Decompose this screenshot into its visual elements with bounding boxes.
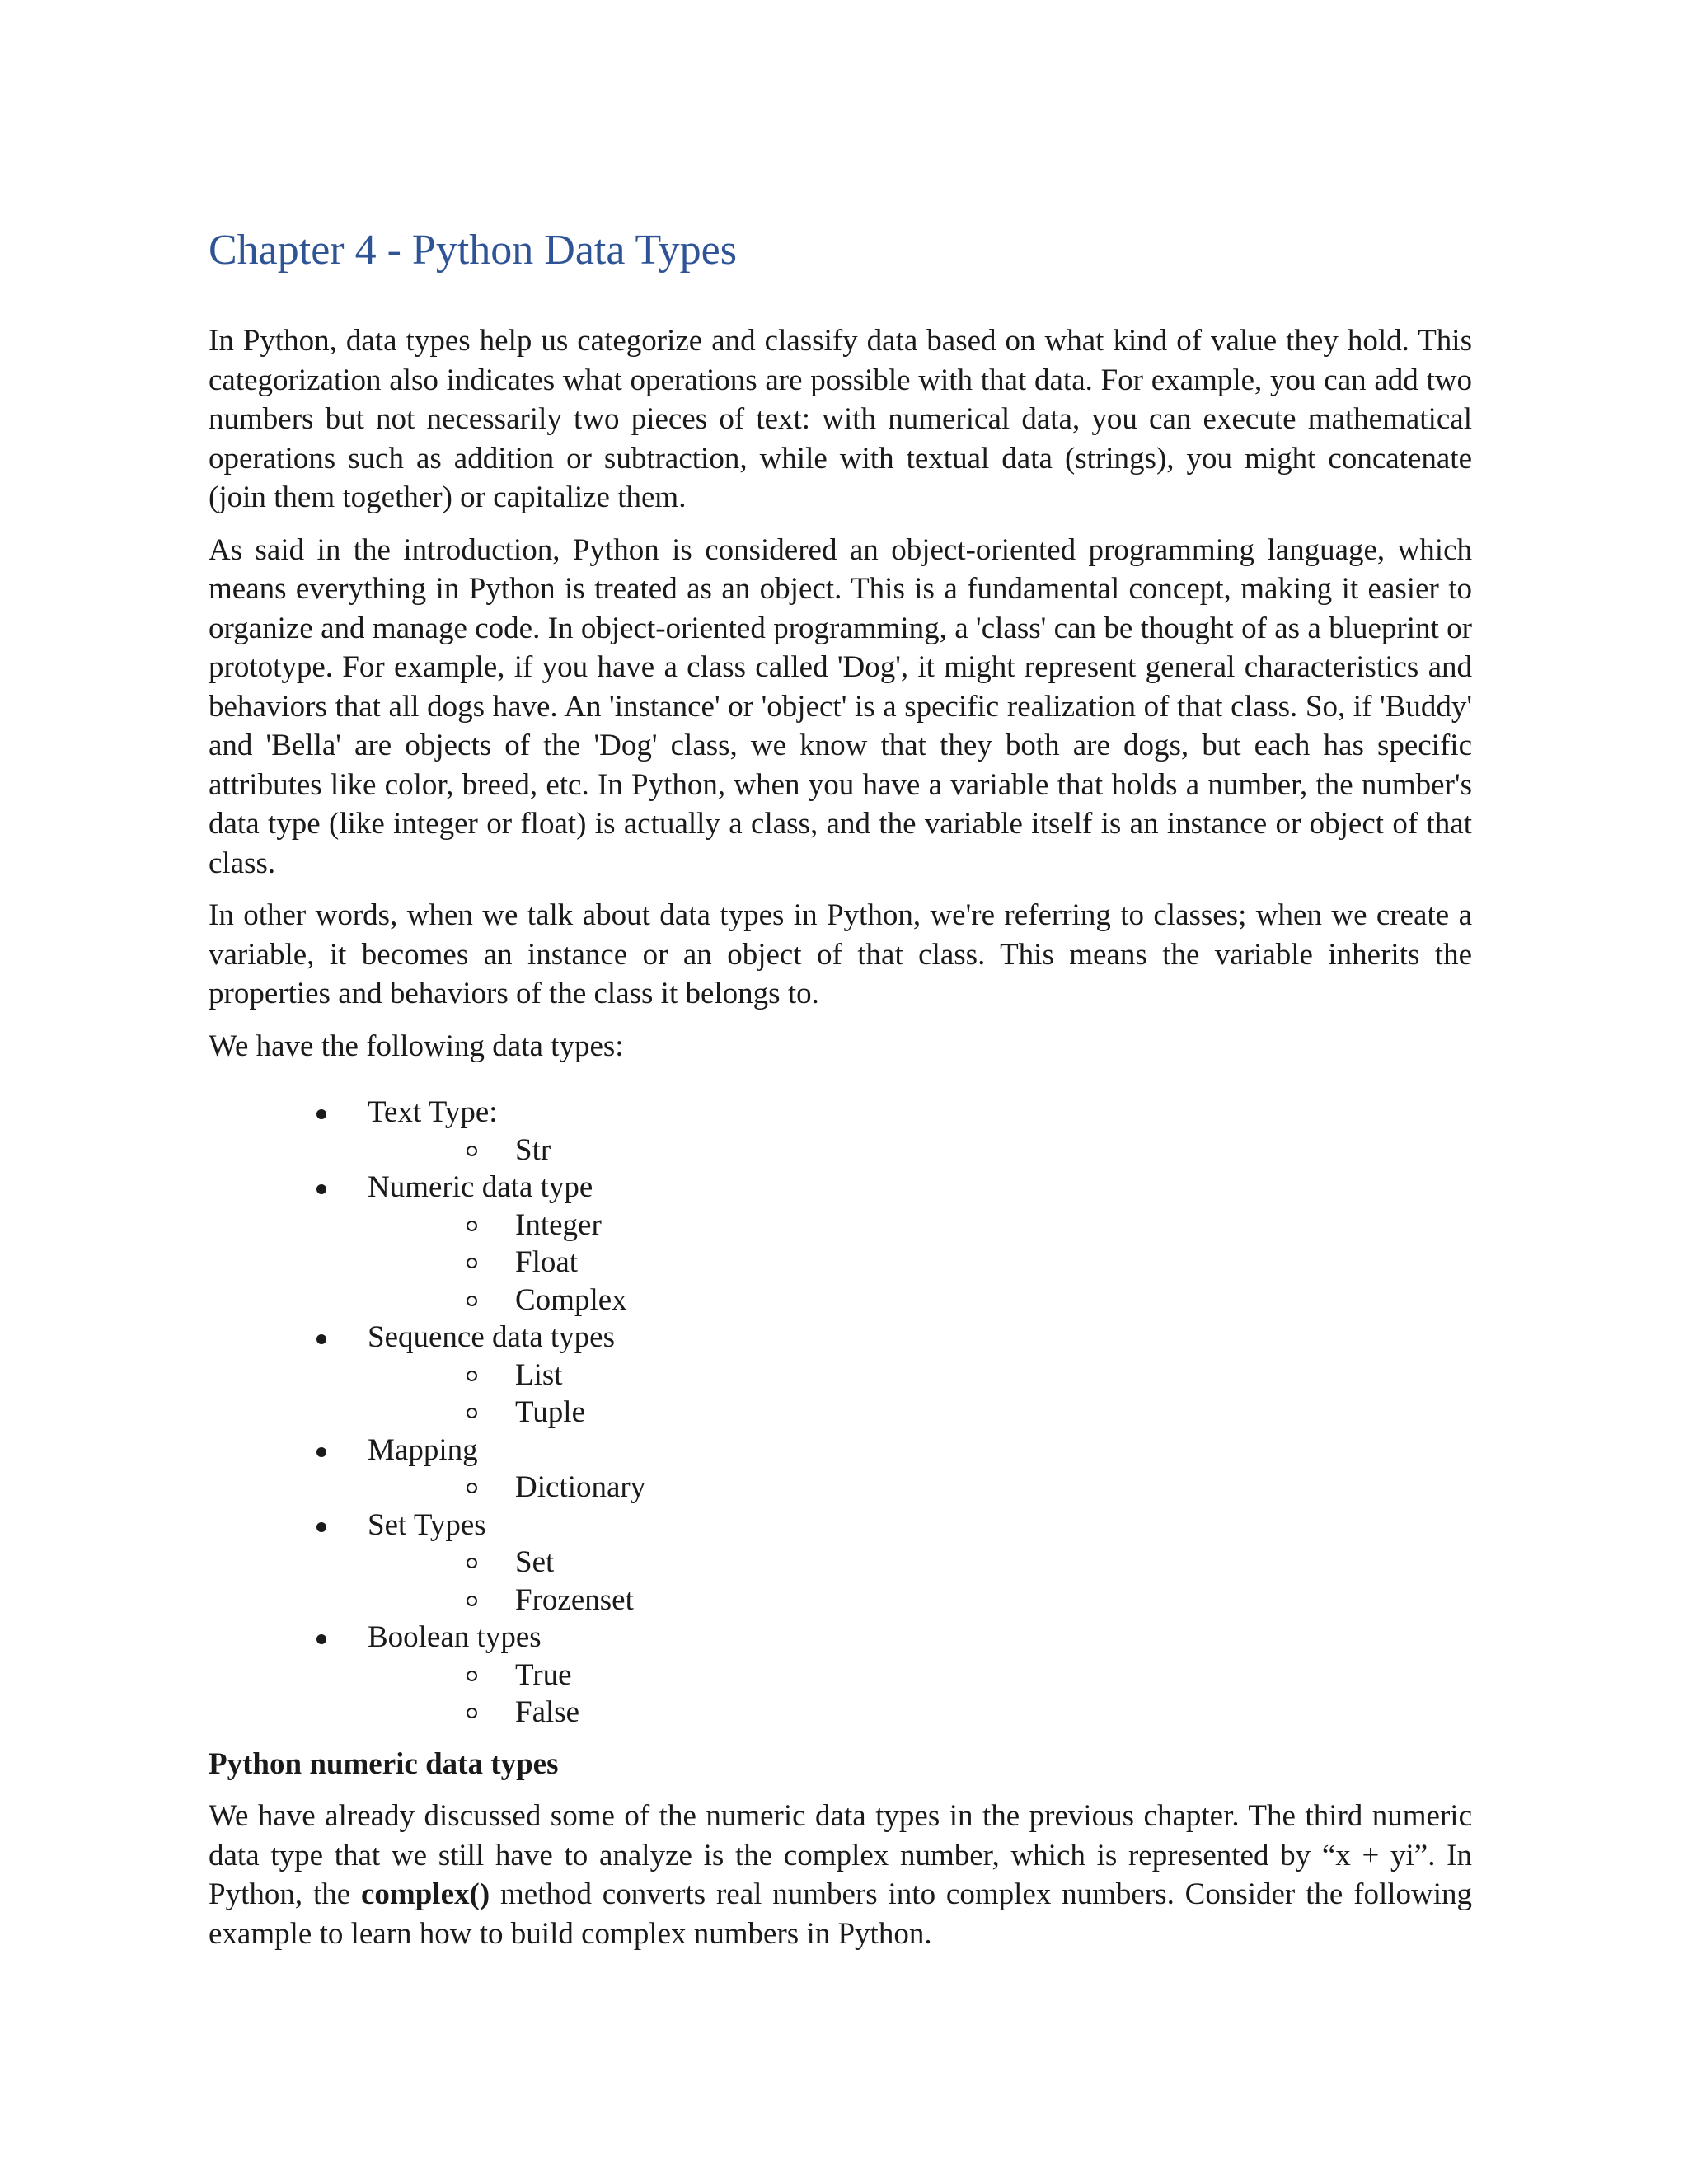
circle-bullet-icon <box>467 1708 477 1718</box>
sub-list-item-label: Frozenset <box>515 1582 634 1617</box>
sub-list-item-label: Str <box>515 1132 551 1167</box>
sub-list-item <box>209 1357 1472 1394</box>
sub-list-item <box>209 1544 1472 1582</box>
sub-list-item-label: List <box>515 1357 563 1392</box>
sub-list-item <box>209 1282 1472 1319</box>
sub-list-item-label: Float <box>515 1245 579 1279</box>
sub-list-item-label: Tuple <box>515 1395 586 1429</box>
sub-list-item <box>209 1657 1472 1694</box>
sub-list-item <box>209 1244 1472 1282</box>
list-item-numeric-type <box>209 1169 1472 1319</box>
sub-list-item-label: Set <box>515 1545 555 1579</box>
chapter-title: Chapter 4 - Python Data Types <box>209 227 737 274</box>
paragraph-classes-instances: In other words, when we talk about data types in Python, we're referring to classes; when we create a variable, it becomes an instance or an object of that class. This means the variable inherits the properties and behaviors of the class it belongs to. <box>209 898 1472 1010</box>
circle-bullet-icon <box>467 1596 477 1606</box>
circle-bullet-icon <box>467 1371 477 1381</box>
sub-list-item <box>209 1207 1472 1244</box>
circle-bullet-icon <box>467 1221 477 1231</box>
bullet-icon <box>316 1634 326 1644</box>
list-item-text-type <box>209 1094 1472 1169</box>
sub-list-item-label: False <box>515 1695 580 1729</box>
sub-list-item <box>209 1582 1472 1619</box>
list-item-label: Text Type: <box>368 1095 498 1129</box>
list-item-boolean-type <box>209 1619 1472 1732</box>
sub-list-item-label: True <box>515 1657 572 1692</box>
list-item-mapping-type <box>209 1432 1472 1507</box>
circle-bullet-icon <box>467 1296 477 1306</box>
sub-list-item-label: Dictionary <box>515 1470 646 1504</box>
sub-list <box>368 1132 1472 1169</box>
paragraph-object-oriented: As said in the introduction, Python is considered an object-oriented programming language, which means everything in Python is treated as an object. This is a fundamental concept, making it easier to organize and manage code. In object-oriented programming, a 'class' can be thought of as a blueprint or prototype. For example, if you have a class called 'Dog', it might represent general characteristics and behaviors that all dogs have. An 'instance' or 'object' is a specific realization of that class. So, if 'Buddy' and 'Bella' are objects of the 'Dog' class, we know that they both are dogs, but each has specific attributes like color, breed, etc. In Python, when you have a variable that holds a number, the number's data type (like integer or float) is actually a class, and the variable itself is an instance or object of that class. <box>209 532 1472 880</box>
circle-bullet-icon <box>467 1558 477 1568</box>
bullet-icon <box>316 1184 326 1194</box>
circle-bullet-icon <box>467 1671 477 1681</box>
paragraph-complex-numbers <box>209 1797 1472 1953</box>
document-page <box>209 223 1472 1966</box>
data-types-list <box>209 1094 1472 1732</box>
sub-list-item <box>209 1469 1472 1507</box>
circle-bullet-icon <box>467 1146 477 1156</box>
list-intro: We have the following data types: <box>209 1029 624 1063</box>
list-item-sequence-type <box>209 1319 1472 1432</box>
sub-list <box>368 1357 1472 1432</box>
circle-bullet-icon <box>467 1408 477 1418</box>
sub-list-item <box>209 1694 1472 1732</box>
list-item-label: Numeric data type <box>368 1170 593 1204</box>
sub-list-item-label: Integer <box>515 1207 602 1242</box>
paragraph-data-types-intro: In Python, data types help us categorize and classify data based on what kind of value they hold. This categorization also indicates what operations are possible with that data. For example, you can add two numbers but not necessarily two pieces of text: with numerical data, you can execute mathematical operations such as addition or subtraction, while with textual data (strings), you might concatenate (join them together) or capitalize them. <box>209 324 1472 514</box>
paragraph-text-before: We have already discussed some of the numeric data types in the previous chapter. The third numeric data type that we still have to analyze is the complex number, which is represented by “x + yi”. In Python, the <box>209 1799 1472 1911</box>
sub-list <box>368 1544 1472 1619</box>
list-item-set-type <box>209 1507 1472 1619</box>
list-item-label: Set Types <box>368 1507 486 1542</box>
circle-bullet-icon <box>467 1483 477 1493</box>
sub-list <box>368 1207 1472 1319</box>
bullet-icon <box>316 1109 326 1119</box>
complex-function-term: complex() <box>360 1877 490 1911</box>
paragraph-text-after: method converts real numbers into complex numbers. Consider the following example to learn how to build complex numbers in Python. <box>209 1877 1473 1951</box>
sub-list-item <box>209 1132 1472 1169</box>
sub-list <box>368 1657 1472 1732</box>
sub-list-item-label: Complex <box>515 1282 627 1317</box>
bullet-icon <box>316 1522 326 1532</box>
section-heading: Python numeric data types <box>209 1746 559 1781</box>
bullet-icon <box>316 1447 326 1457</box>
bullet-icon <box>316 1334 326 1344</box>
list-item-label: Mapping <box>368 1432 478 1467</box>
sub-list <box>368 1469 1472 1507</box>
circle-bullet-icon <box>467 1258 477 1268</box>
list-item-label: Boolean types <box>368 1620 542 1654</box>
sub-list-item <box>209 1394 1472 1432</box>
list-item-label: Sequence data types <box>368 1320 615 1354</box>
